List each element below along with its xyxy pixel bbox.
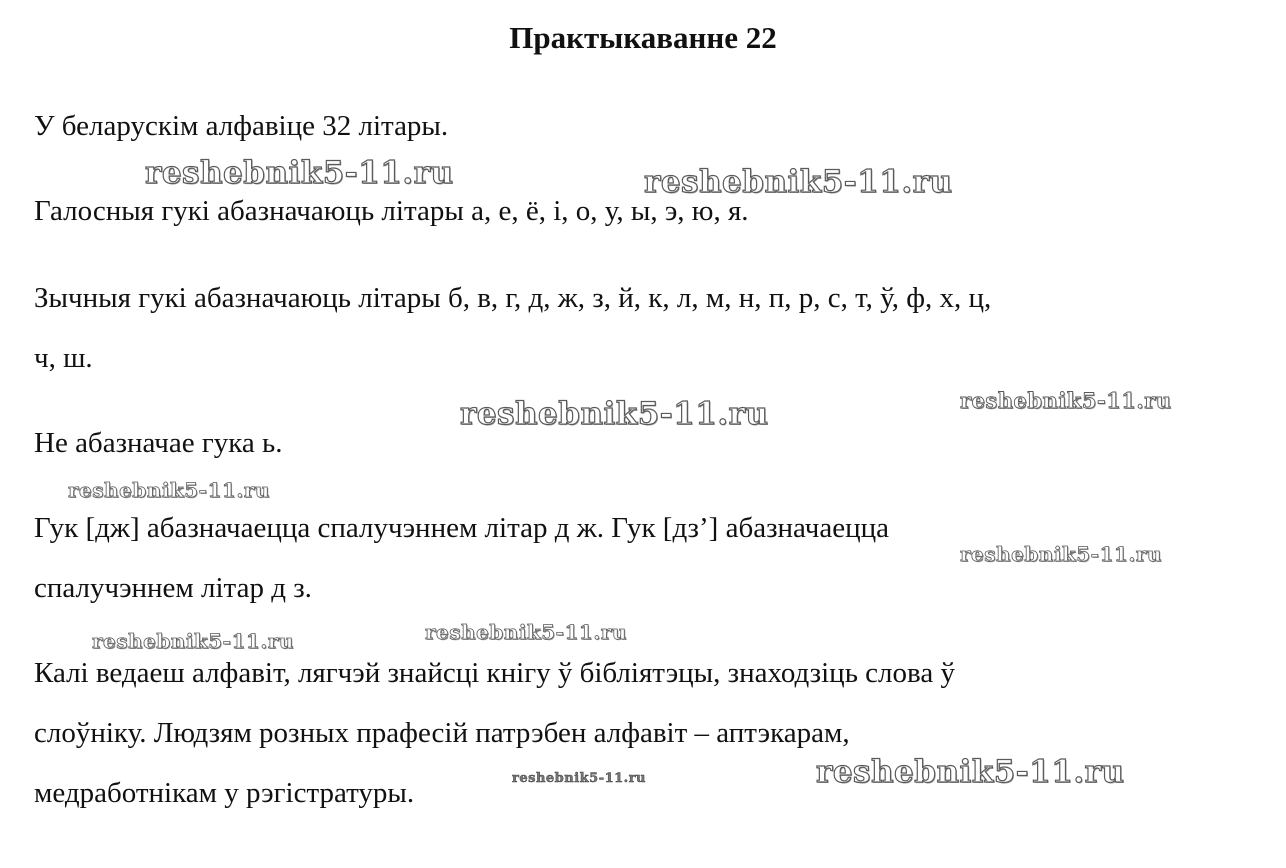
watermark: reshebnik5-11.ru	[92, 629, 294, 653]
watermark: reshebnik5-11.ru	[145, 155, 454, 191]
watermark: reshebnik5-11.ru	[425, 620, 627, 644]
text-line-10: медработнікам у рэгістратуры.	[34, 777, 415, 809]
watermark: reshebnik5-11.ru	[960, 388, 1172, 413]
text-line-5: Не абазначае гука ь.	[34, 427, 283, 459]
page-title: Практыкаванне 22	[509, 20, 777, 55]
text-line-1: У беларускім алфавіце 32 літары.	[34, 110, 449, 142]
text-line-2: Галосныя гукі абазначаюць літары а, е, ё, і, о, у, ы, э, ю, я.	[34, 195, 749, 227]
text-line-4: ч, ш.	[34, 342, 93, 374]
text-line-6: Гук [дж] абазначаецца спалучэннем літар д ж. Гук [дз’] абазначаецца	[34, 512, 889, 544]
watermark: reshebnik5-11.ru	[644, 164, 953, 200]
watermark: reshebnik5-11.ru	[960, 542, 1162, 566]
watermark: reshebnik5-11.ru	[68, 478, 270, 502]
text-line-8: Калі ведаеш алфавіт, лягчэй знайсці кнігу ў бібліятэцы, знаходзіць слова ў	[34, 657, 955, 689]
text-line-3: Зычныя гукі абазначаюць літары б, в, г, д, ж, з, й, к, л, м, н, п, р, с, т, ў, ф, х, ц,	[34, 282, 992, 314]
watermark: reshebnik5-11.ru	[460, 396, 769, 432]
watermark: reshebnik5-11.ru	[816, 754, 1125, 790]
text-line-9: слоўніку. Людзям розных прафесій патрэбен алфавіт – аптэкарам,	[34, 717, 850, 749]
watermark: reshebnik5-11.ru	[512, 771, 647, 786]
text-line-7: спалучэннем літар д з.	[34, 572, 312, 604]
